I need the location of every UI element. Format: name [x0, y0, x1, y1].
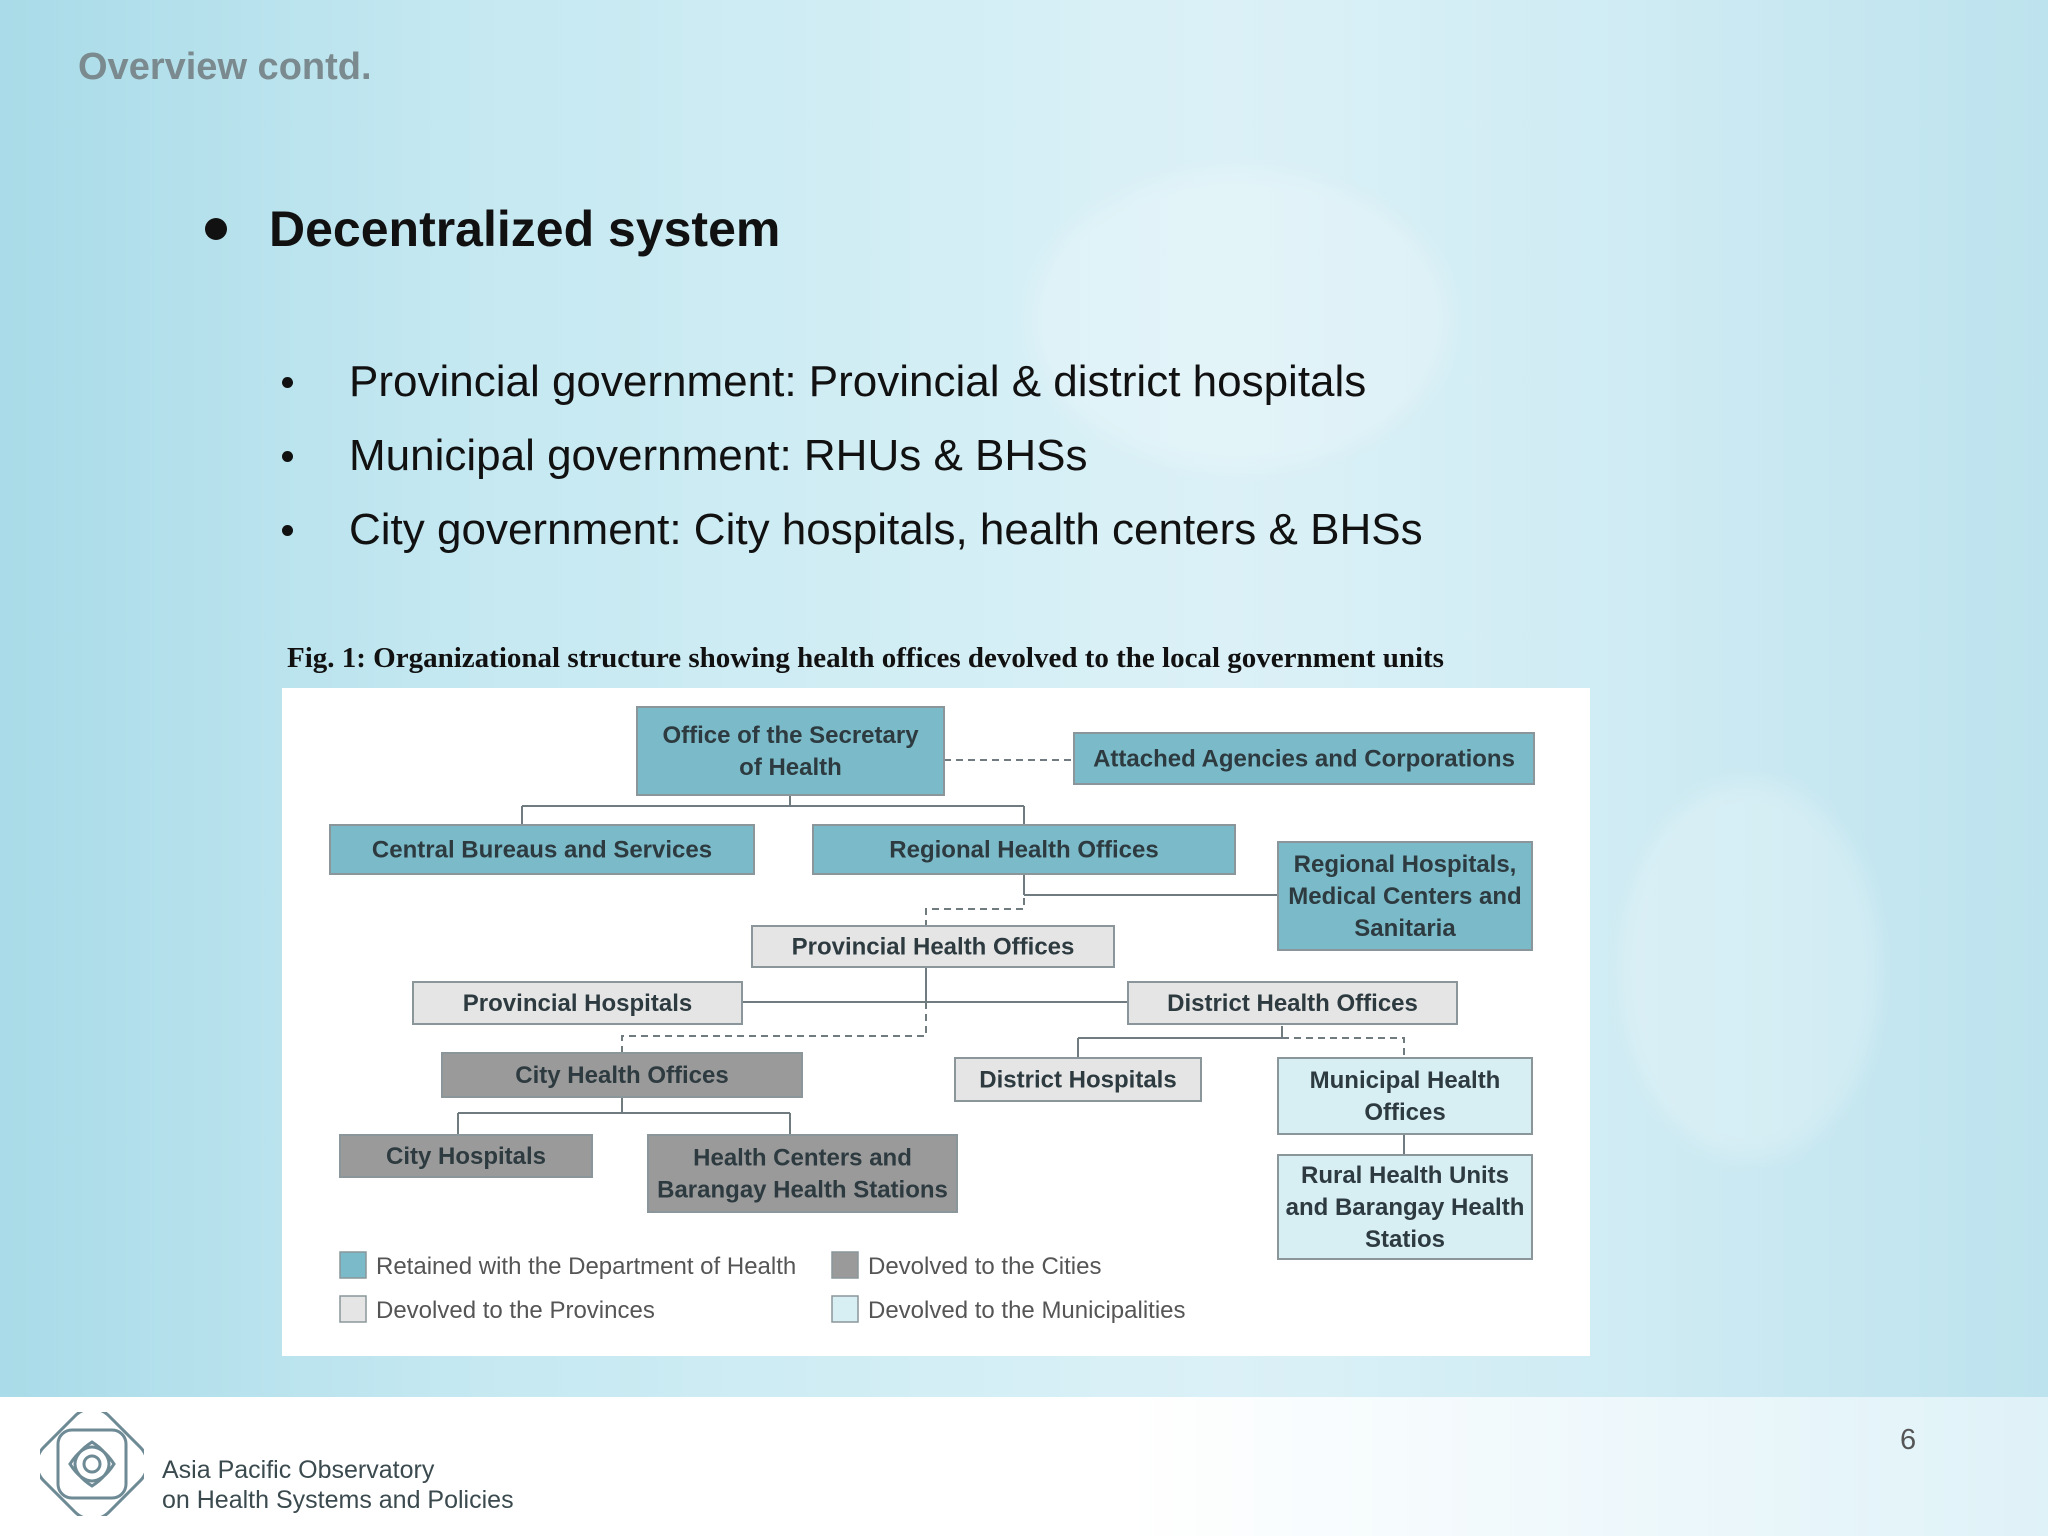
org-chart-boxes	[330, 707, 1534, 1259]
org-box-provincial-offices	[752, 926, 1114, 967]
legend-item	[832, 1296, 1186, 1324]
organization-name-line1: Asia Pacific Observatory	[162, 1456, 435, 1484]
bullet-dot	[282, 525, 293, 536]
dashed-connector	[926, 874, 1024, 928]
legend-label: Devolved to the Provinces	[376, 1297, 655, 1324]
org-box-label: Provincial Health Offices	[791, 933, 1075, 961]
org-box-label: City Health Offices	[515, 1062, 729, 1089]
org-box-label: Central Bureaus and Services	[371, 836, 713, 864]
sub-bullet-item	[282, 345, 1423, 419]
legend-swatch	[832, 1252, 858, 1278]
org-box-label: Regional Health Offices	[889, 836, 1159, 864]
legend-swatch	[340, 1252, 366, 1278]
org-box-regional	[813, 825, 1235, 874]
org-box-label: Regional Hospitals,	[1293, 851, 1517, 878]
main-bullet	[205, 200, 780, 258]
org-box-provincial-hospitals	[413, 982, 742, 1024]
legend-label: Devolved to the Municipalities	[868, 1297, 1186, 1324]
org-box-label: Municipal Health	[1309, 1067, 1501, 1094]
organization-name	[162, 1455, 514, 1515]
org-box-label: Office of the Secretary	[662, 722, 919, 749]
bullet-dot	[282, 451, 293, 462]
bullet-dot	[205, 218, 227, 240]
org-box-secretary	[637, 707, 944, 795]
sub-bullet-list	[282, 345, 1423, 567]
org-box-label: District Hospitals	[979, 1066, 1177, 1094]
org-box-label: Sanitaria	[1354, 915, 1456, 942]
org-chart-svg	[282, 688, 1590, 1356]
observatory-logo-icon	[40, 1412, 144, 1516]
org-box-central	[330, 825, 754, 874]
org-box-label: Medical Centers and	[1288, 883, 1522, 910]
legend-label: Devolved to the Cities	[868, 1253, 1102, 1280]
background-map-shape	[1620, 780, 1880, 1160]
org-box-regional-hospitals	[1278, 842, 1532, 950]
dashed-connector	[1282, 1038, 1404, 1058]
org-chart-figure	[282, 688, 1590, 1356]
org-box-rect	[637, 707, 944, 795]
org-box-label: Health Centers and	[693, 1144, 912, 1172]
org-box-city-offices	[442, 1053, 802, 1097]
slide-title: Overview contd.	[78, 46, 372, 88]
legend-label: Retained with the Department of Health	[376, 1253, 797, 1280]
organization-name-line2: on Health Systems and Policies	[162, 1486, 514, 1514]
org-box-label: Attached Agencies and Corporations	[1093, 745, 1515, 773]
org-box-district-offices	[1128, 982, 1457, 1024]
org-box-label: City Hospitals	[385, 1143, 547, 1170]
legend-item	[340, 1296, 655, 1324]
org-box-label: and Barangay Health	[1285, 1194, 1525, 1221]
org-box-health-centers	[648, 1135, 957, 1212]
org-box-city-hospitals	[340, 1135, 592, 1177]
org-box-rural-units	[1278, 1155, 1532, 1259]
bullet-dot	[282, 377, 293, 388]
sub-bullet-text: City government: City hospitals, health centers & BHSs	[349, 505, 1423, 554]
main-bullet-text: Decentralized system	[269, 201, 781, 257]
legend-item	[832, 1252, 1101, 1280]
org-box-label: Rural Health Units	[1300, 1162, 1510, 1189]
page-number: 6	[1900, 1424, 1917, 1456]
figure-caption: Fig. 1: Organizational structure showing health offices devolved to the local government units	[287, 642, 1444, 674]
org-box-municipal-offices	[1278, 1058, 1532, 1134]
org-box-label: of Health	[739, 754, 842, 781]
sub-bullet-text: Municipal government: RHUs & BHSs	[349, 431, 1088, 480]
org-box-label: Statios	[1364, 1226, 1446, 1253]
legend-swatch	[832, 1296, 858, 1322]
footer-bar	[0, 1397, 2048, 1536]
org-box-label: Provincial Hospitals	[462, 990, 693, 1017]
sub-bullet-item	[282, 493, 1423, 567]
org-box-label: Offices	[1364, 1099, 1446, 1126]
legend-item	[340, 1252, 796, 1280]
org-box-label: Barangay Health Stations	[657, 1176, 948, 1204]
sub-bullet-text: Provincial government: Provincial & district hospitals	[349, 357, 1367, 406]
org-box-attached	[1074, 733, 1534, 784]
legend-swatch	[340, 1296, 366, 1322]
org-box-label: District Health Offices	[1167, 990, 1418, 1017]
org-box-district-hospitals	[955, 1058, 1201, 1101]
org-chart-legend	[340, 1252, 1186, 1324]
sub-bullet-item	[282, 419, 1423, 493]
